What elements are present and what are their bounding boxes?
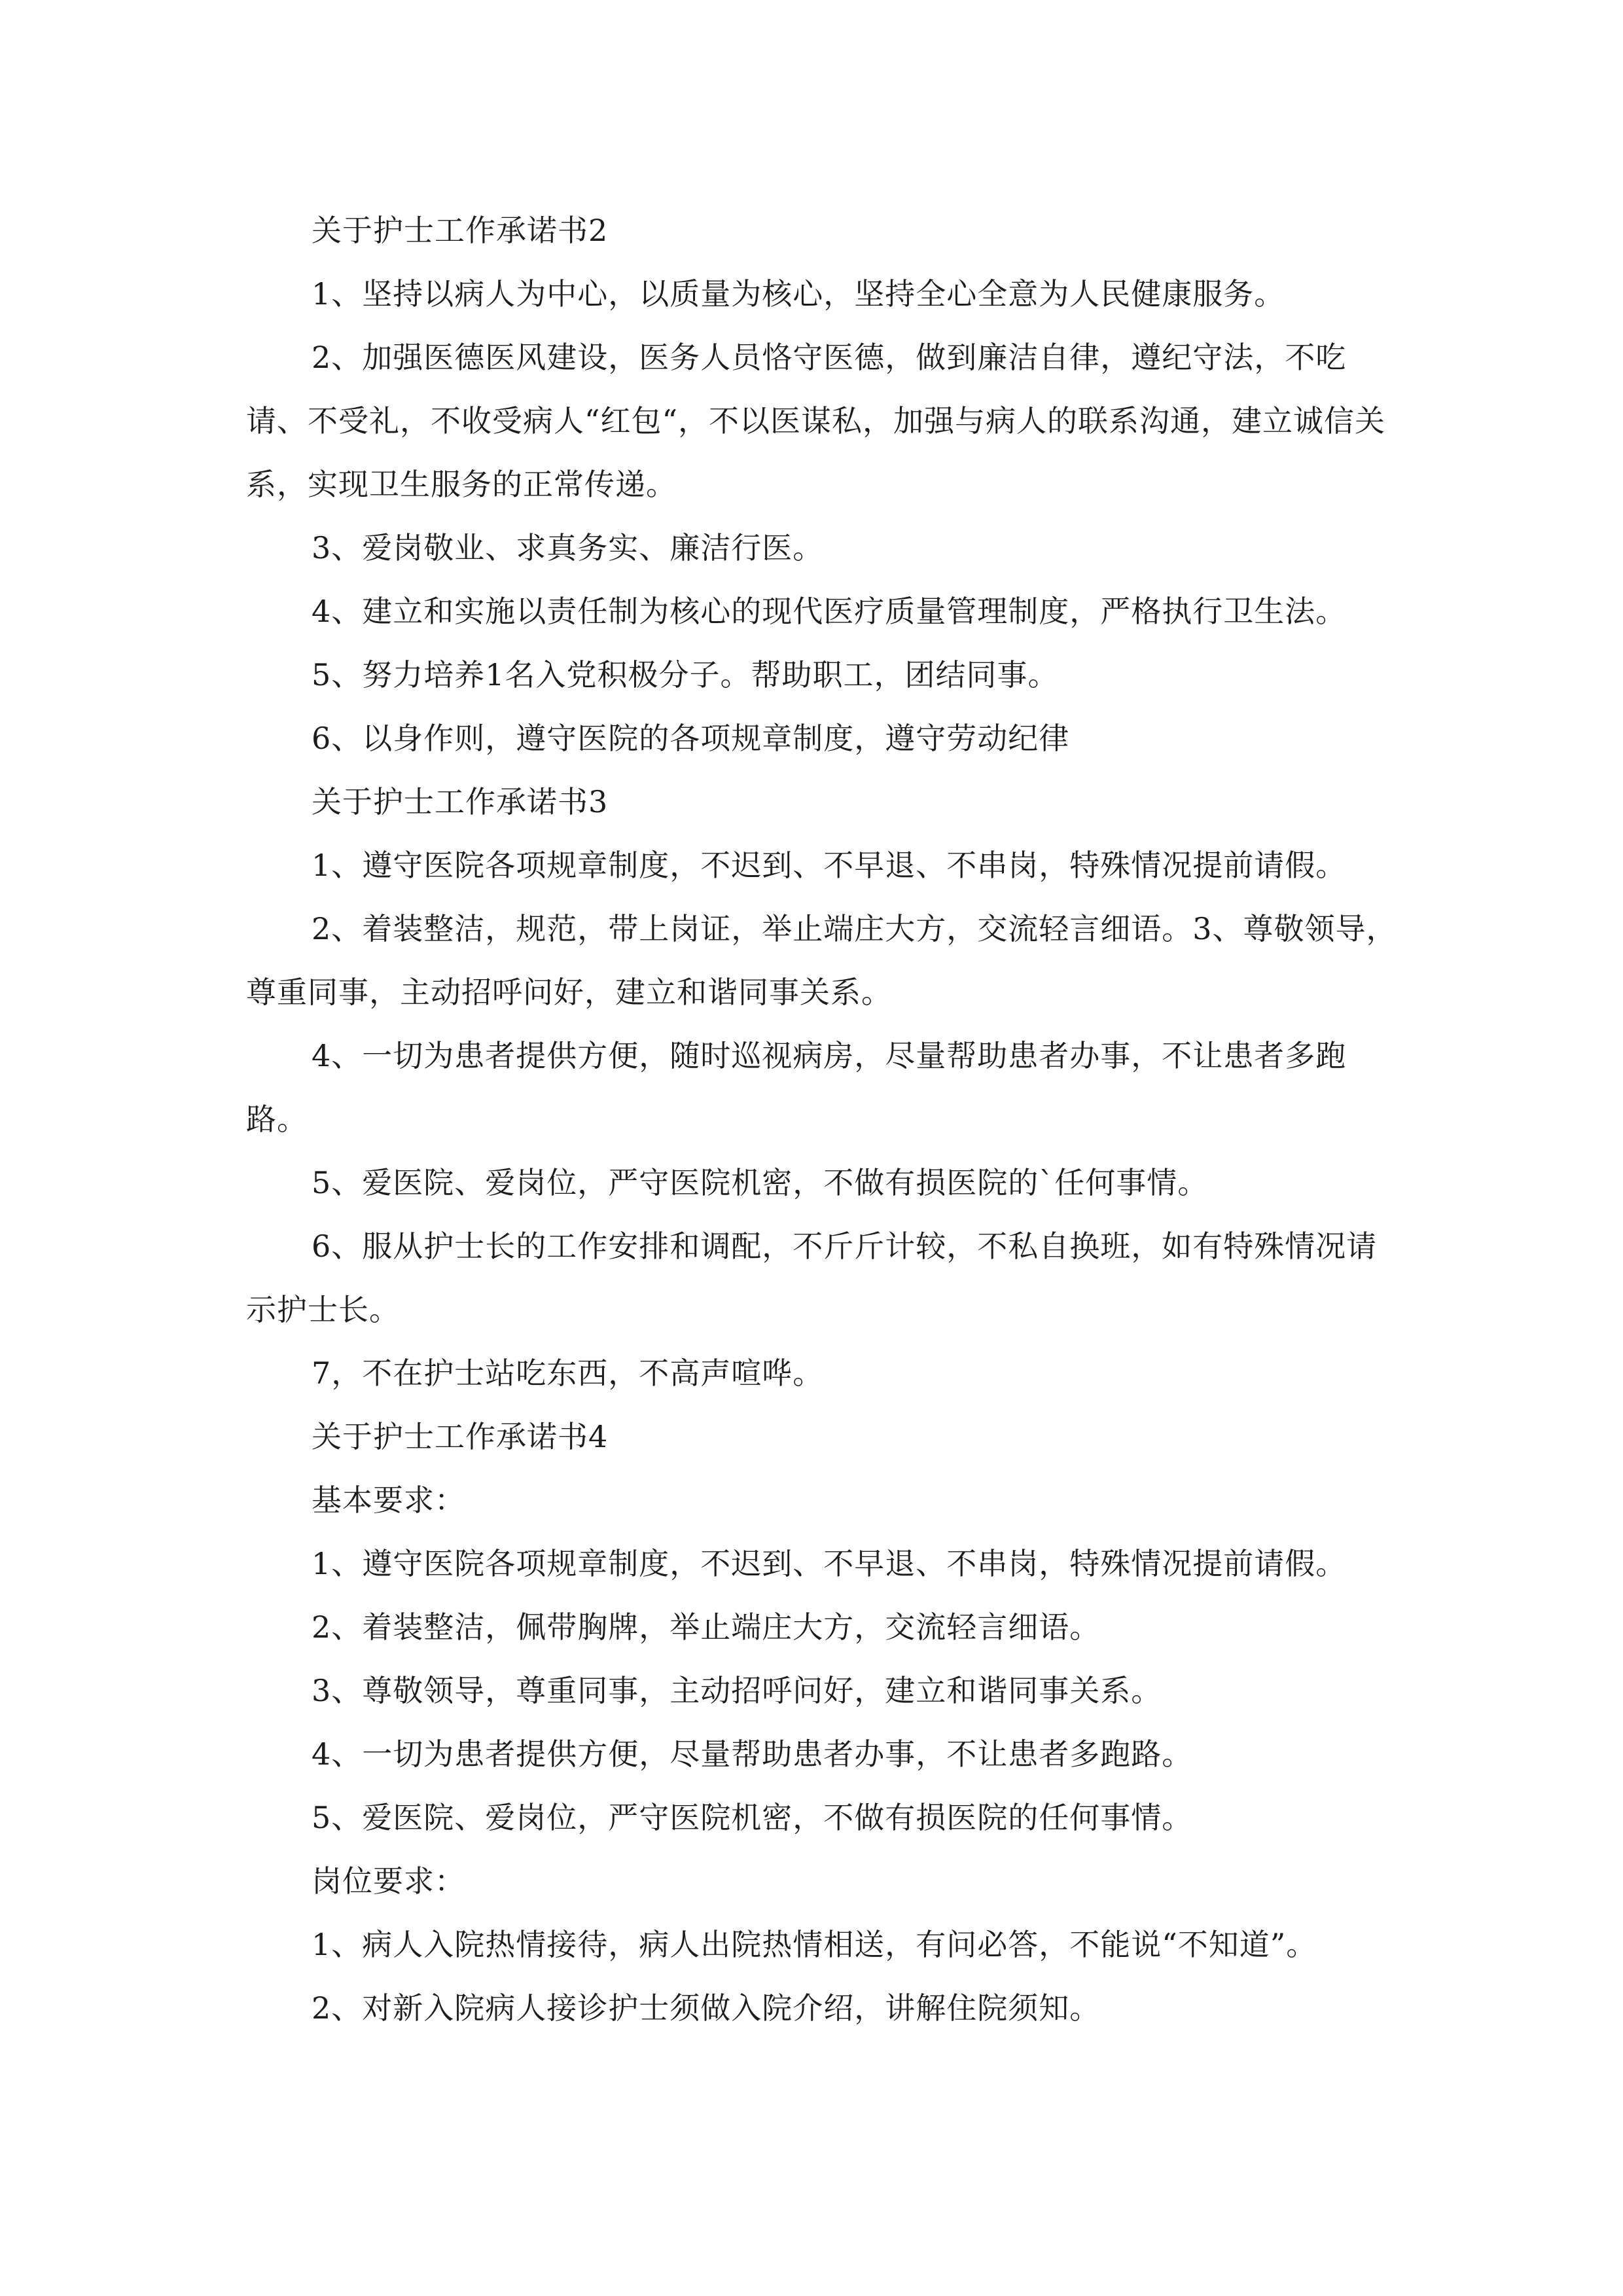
paragraph: 5、爱医院、爱岗位，严守医院机密，不做有损医院的`任何事情。: [312, 1165, 1209, 1200]
document-body: [246, 199, 1404, 2040]
paragraph: 2、着装整洁，规范，带上岗证，举止端庄大方，交流轻言细语。3、尊敬领导，尊重同事，主动招呼问好，建立和谐同事关系。: [246, 911, 1397, 1010]
paragraph: 4、一切为患者提供方便，尽量帮助患者办事，不让患者多跑路。: [312, 1736, 1193, 1772]
paragraph: 1、遵守医院各项规章制度，不迟到、不早退、不串岗，特殊情况提前请假。: [312, 848, 1347, 883]
paragraph: 5、爱医院、爱岗位，严守医院机密，不做有损医院的任何事情。: [312, 1800, 1193, 1835]
paragraph: 1、坚持以病人为中心，以质量为核心，坚持全心全意为人民健康服务。: [312, 276, 1285, 312]
subheading-basic-requirements: 基本要求：: [312, 1482, 465, 1518]
paragraph: 1、病人入院热情接待，病人出院热情相送，有问必答，不能说“不知道”。: [312, 1927, 1317, 1962]
paragraph: 6、以身作则，遵守医院的各项规章制度，遵守劳动纪律: [312, 721, 1070, 756]
paragraph: 2、加强医德医风建设，医务人员恪守医德，做到廉洁自律，遵纪守法，不吃请、不受礼，不收受病人“红包“，不以医谋私，加强与病人的联系沟通，建立诚信关系，实现卫生服务的正常传递。: [246, 340, 1386, 502]
section-heading-3: 关于护士工作承诺书3: [312, 784, 609, 819]
paragraph: 1、遵守医院各项规章制度，不迟到、不早退、不串岗，特殊情况提前请假。: [312, 1546, 1347, 1581]
paragraph: 2、对新入院病人接诊护士须做入院介绍，讲解住院须知。: [312, 1990, 1101, 2026]
paragraph: 3、爱岗敬业、求真务实、廉洁行医。: [312, 530, 824, 565]
paragraph: 6、服从护士长的工作安排和调配，不斤斤计较，不私自换班，如有特殊情况请示护士长。: [246, 1229, 1378, 1327]
paragraph: 4、建立和实施以责任制为核心的现代医疗质量管理制度，严格执行卫生法。: [312, 594, 1347, 629]
paragraph: 2、着装整洁，佩带胸牌，举止端庄大方，交流轻言细语。: [312, 1609, 1101, 1645]
subheading-post-requirements: 岗位要求：: [312, 1863, 465, 1899]
paragraph: 3、尊敬领导，尊重同事，主动招呼问好，建立和谐同事关系。: [312, 1673, 1162, 1708]
paragraph: 5、努力培养1名入党积极分子。帮助职工，团结同事。: [312, 657, 1059, 692]
paragraph: 7，不在护士站吃东西，不高声喧哗。: [312, 1355, 824, 1391]
paragraph: 4、一切为患者提供方便，随时巡视病房，尽量帮助患者办事，不让患者多跑路。: [246, 1038, 1347, 1137]
section-heading-4: 关于护士工作承诺书4: [312, 1419, 609, 1454]
section-heading-2: 关于护士工作承诺书2: [312, 213, 609, 248]
